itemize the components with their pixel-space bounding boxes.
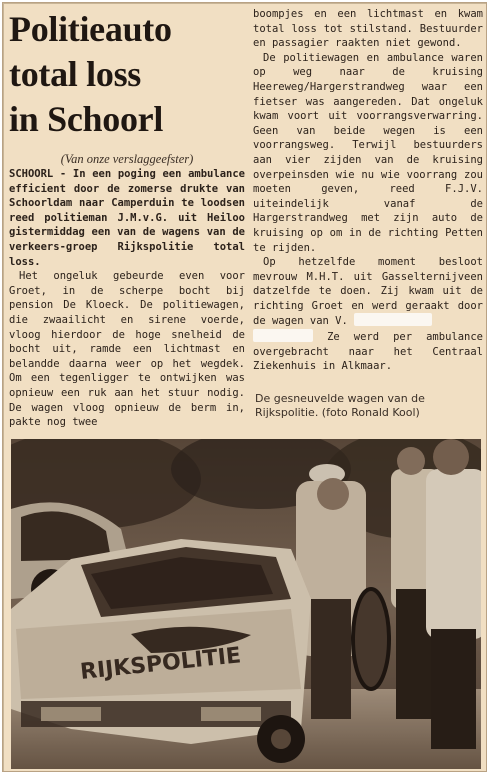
right-column: [253, 7, 483, 374]
headline-line-1: Politieauto: [9, 9, 172, 49]
photo-caption: De gesneuvelde wagen van de Rijkspolitie. (foto Ronald Kool): [255, 392, 425, 419]
paragraph-accident: Het ongeluk gebeurde even voor Groet, in de scherpe bocht bij pension De Kloeck. De politiewagen, die zwaailicht en sirene voerde, vloog hierdoor de hoge snelheid de bocht uit, ramde een lichtmast en belandde daarna weer op het wegdek. Om een tegenligger te ontwijken was opnieuw een ruk aan het stuur nodig. De wagen vloog opnieuw de berm in, pakte nog twee: [9, 270, 245, 429]
paragraph-collision: [253, 255, 483, 374]
paragraph-continuation: boompjes en een lichtmast en kwam total loss tot stilstand. Bestuurder en passagier raakten niet gewond.: [253, 8, 483, 50]
lead-paragraph: SCHOORL - In een poging een ambulance efficient door de zomerse drukte van Schoorldam naar Camperduin te loodsen reed politieman J.M.v.G. uit Heiloo gistermiddag een van de wagens van de verkeers-groep Rijkspolitie total loss.: [9, 168, 245, 268]
paragraph-intersection: De politiewagen en ambulance waren op weg naar de kruising Heereweg/Hargerstrandweg waar een fietser was aangereden. Dat ongeluk kwam voort uit voorrangsverwarring. Geen van beide wegen is een voorrangsweg. Terwijl bestuurders aan vier zijden van de kruising overpeinsden wie nu wie voorrang zou moeten geven, reed F.J.V. uiteindelijk vanaf de Hargerstrandweg met zijn auto de kruising op om in de richting Petten te rijden.: [253, 51, 483, 254]
redacted-name-continued: [253, 329, 313, 342]
paragraph-ambulance-text: Ze werd per ambulance overgebracht naar het Centraal Ziekenhuis in Alkmaar.: [253, 331, 483, 373]
news-photo: [11, 439, 481, 769]
car-lettering: RIJKSPOLITIE: [79, 643, 243, 685]
paragraph-collision-text: Op hetzelfde moment besloot mevrouw M.H.T. uit Gasselternijveen datzelfde te doen. Zij kwam uit de richting Groet en werd geraakt door de wagen van V.: [253, 256, 483, 328]
byline: (Van onze verslaggeefster): [60, 152, 194, 166]
newspaper-clipping: [2, 2, 487, 772]
headline-line-3: in Schoorl: [9, 99, 164, 139]
headline-line-2: total loss: [9, 54, 142, 94]
headline: [9, 7, 245, 142]
redacted-name: [354, 313, 432, 326]
left-column: [9, 7, 245, 430]
